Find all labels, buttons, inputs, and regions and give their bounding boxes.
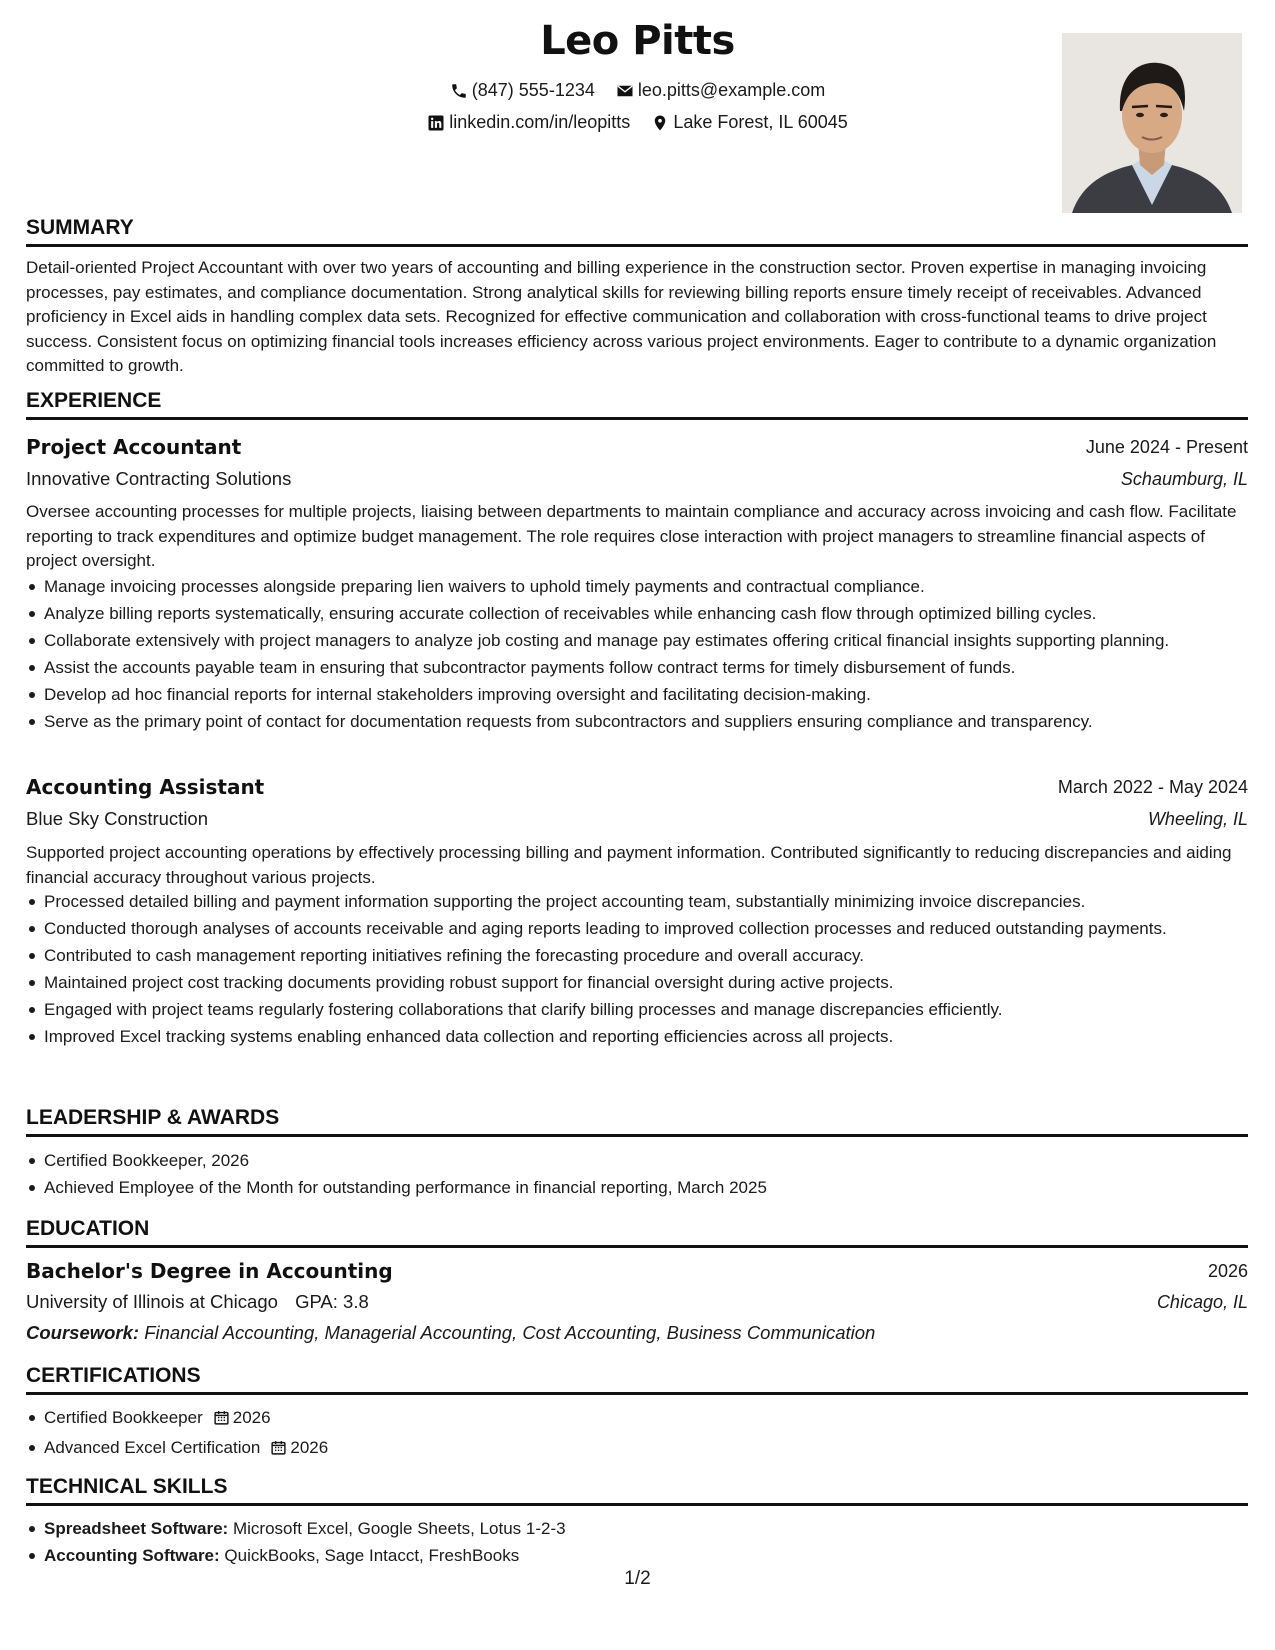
- job-title: Project Accountant: [26, 435, 242, 459]
- job-company: Innovative Contracting Solutions: [26, 468, 292, 489]
- cert-name: Certified Bookkeeper: [44, 1408, 203, 1427]
- list-item: Manage invoicing processes alongside preparing lien waivers to uphold timely payments and contractual compliance.: [26, 574, 1248, 599]
- cert-year: 2026: [290, 1438, 329, 1457]
- degree-title: Bachelor's Degree in Accounting: [26, 1259, 393, 1283]
- coursework-label: Coursework:: [26, 1322, 140, 1343]
- linkedin-link[interactable]: linkedin.com/in/leopitts: [449, 112, 631, 132]
- education-location: Chicago, IL: [1156, 1292, 1248, 1312]
- job-location: Wheeling, IL: [1147, 809, 1248, 829]
- contact-location: [651, 112, 847, 133]
- list-item: Engaged with project teams regularly fostering collaborations that clarify billing processes and manage discrepancies efficiently.: [26, 997, 1248, 1022]
- experience-heading: EXPERIENCE: [26, 389, 1248, 420]
- coursework: [26, 1320, 875, 1346]
- education-heading: EDUCATION: [26, 1217, 1248, 1248]
- skill-value: QuickBooks, Sage Intacct, FreshBooks: [224, 1546, 520, 1565]
- list-item: Assist the accounts payable team in ensuring that subcontractor payments follow contract terms for timely disbursement of funds.: [26, 655, 1248, 680]
- coursework-list: Financial Accounting, Managerial Accounting, Cost Accounting, Business Communication: [144, 1322, 876, 1343]
- contact-email[interactable]: [616, 80, 825, 101]
- summary-heading: SUMMARY: [26, 216, 1248, 247]
- leadership-list: [26, 1148, 1248, 1202]
- list-item: Improved Excel tracking systems enabling enhanced data collection and reporting efficiencies across all projects.: [26, 1024, 1248, 1049]
- email-link[interactable]: leo.pitts@example.com: [637, 80, 826, 100]
- job-dates: March 2022 - May 2024: [1057, 777, 1248, 797]
- leadership-heading: LEADERSHIP & AWARDS: [26, 1106, 1248, 1137]
- school-name: University of Illinois at Chicago: [26, 1291, 278, 1312]
- envelope-icon: [616, 82, 634, 100]
- map-pin-icon: [651, 114, 669, 132]
- cert-year: 2026: [232, 1408, 271, 1427]
- gpa: GPA: 3.8: [295, 1291, 369, 1312]
- location-text: Lake Forest, IL 60045: [673, 112, 848, 132]
- linkedin-icon: [427, 114, 445, 132]
- education-year: 2026: [1207, 1261, 1248, 1281]
- certifications-list: [26, 1405, 1248, 1465]
- skill-label: Spreadsheet Software:: [44, 1519, 229, 1538]
- list-item: Develop ad hoc financial reports for internal stakeholders improving oversight and facilitating decision-making.: [26, 682, 1248, 707]
- list-item: [26, 1405, 1248, 1433]
- cert-name: Advanced Excel Certification: [44, 1438, 261, 1457]
- list-item: Contributed to cash management reporting initiatives refining the forecasting procedure and overall accuracy.: [26, 943, 1248, 968]
- job-description: Supported project accounting operations by effectively processing billing and payment information. Contributed significantly to reducing discrepancies and aiding financial accuracy throughout various projects.: [26, 843, 1232, 887]
- job-company: Blue Sky Construction: [26, 808, 209, 829]
- job-bullets: [26, 889, 1248, 1051]
- job-dates: June 2024 - Present: [1085, 437, 1248, 457]
- job-description: Oversee accounting processes for multiple projects, liaising between departments to maintain compliance and accuracy across invoicing and cash flow. Facilitate reporting to track expenditures and optimize budget management. The role requires close interaction with project managers to streamline financial aspects of project oversight.: [26, 502, 1237, 570]
- skills-heading: TECHNICAL SKILLS: [26, 1475, 1248, 1506]
- page-number: 1/2: [624, 1568, 651, 1589]
- phone-icon: [450, 82, 468, 100]
- calendar-icon: [270, 1438, 287, 1463]
- job-location: Schaumburg, IL: [1120, 469, 1248, 489]
- list-item: Serve as the primary point of contact for documentation requests from subcontractors and suppliers ensuring compliance and transparency.: [26, 709, 1248, 734]
- job-bullets: [26, 574, 1248, 736]
- list-item: [26, 1543, 1248, 1568]
- list-item: Maintained project cost tracking documents providing robust support for financial oversight during active projects.: [26, 970, 1248, 995]
- job-title: Accounting Assistant: [26, 775, 265, 799]
- contact-linkedin[interactable]: [427, 112, 630, 133]
- skills-list: [26, 1516, 1248, 1570]
- list-item: [26, 1435, 1248, 1463]
- list-item: Processed detailed billing and payment information supporting the project accounting team, substantially minimizing invoice discrepancies.: [26, 889, 1248, 914]
- list-item: [26, 1516, 1248, 1541]
- school-line: [26, 1289, 369, 1315]
- skill-value: Microsoft Excel, Google Sheets, Lotus 1-2-3: [232, 1519, 566, 1538]
- summary-text: Detail-oriented Project Accountant with over two years of accounting and billing experience in the construction sector. Proven expertise in managing invoicing processes, pay estimates, and compliance documentation. Strong analytical skills for reviewing billing reports ensure timely receipt of receivables. Advanced proficiency in Excel aids in handling complex data sets. Recognized for effective communication and collaboration with cross-functional teams to drive project success. Consistent focus on optimizing financial tools increases efficiency across various project environments. Eager to contribute to a dynamic organization committed to growth.: [26, 258, 1217, 375]
- contact-phone: [450, 80, 595, 101]
- skill-label: Accounting Software:: [44, 1546, 220, 1565]
- profile-photo: [1062, 33, 1242, 213]
- list-item: Conducted thorough analyses of accounts receivable and aging reports leading to improved collection processes and reduced outstanding payments.: [26, 916, 1248, 941]
- list-item: Certified Bookkeeper, 2026: [26, 1148, 1248, 1173]
- list-item: Achieved Employee of the Month for outstanding performance in financial reporting, March 2025: [26, 1175, 1248, 1200]
- calendar-icon: [213, 1408, 230, 1433]
- certifications-heading: CERTIFICATIONS: [26, 1364, 1248, 1395]
- candidate-name: Leo Pitts: [540, 18, 735, 64]
- phone-text: (847) 555-1234: [471, 80, 595, 100]
- list-item: Analyze billing reports systematically, ensuring accurate collection of receivables while enhancing cash flow through optimized billing cycles.: [26, 601, 1248, 626]
- list-item: Collaborate extensively with project managers to analyze job costing and manage pay estimates offering critical financial insights supporting planning.: [26, 628, 1248, 653]
